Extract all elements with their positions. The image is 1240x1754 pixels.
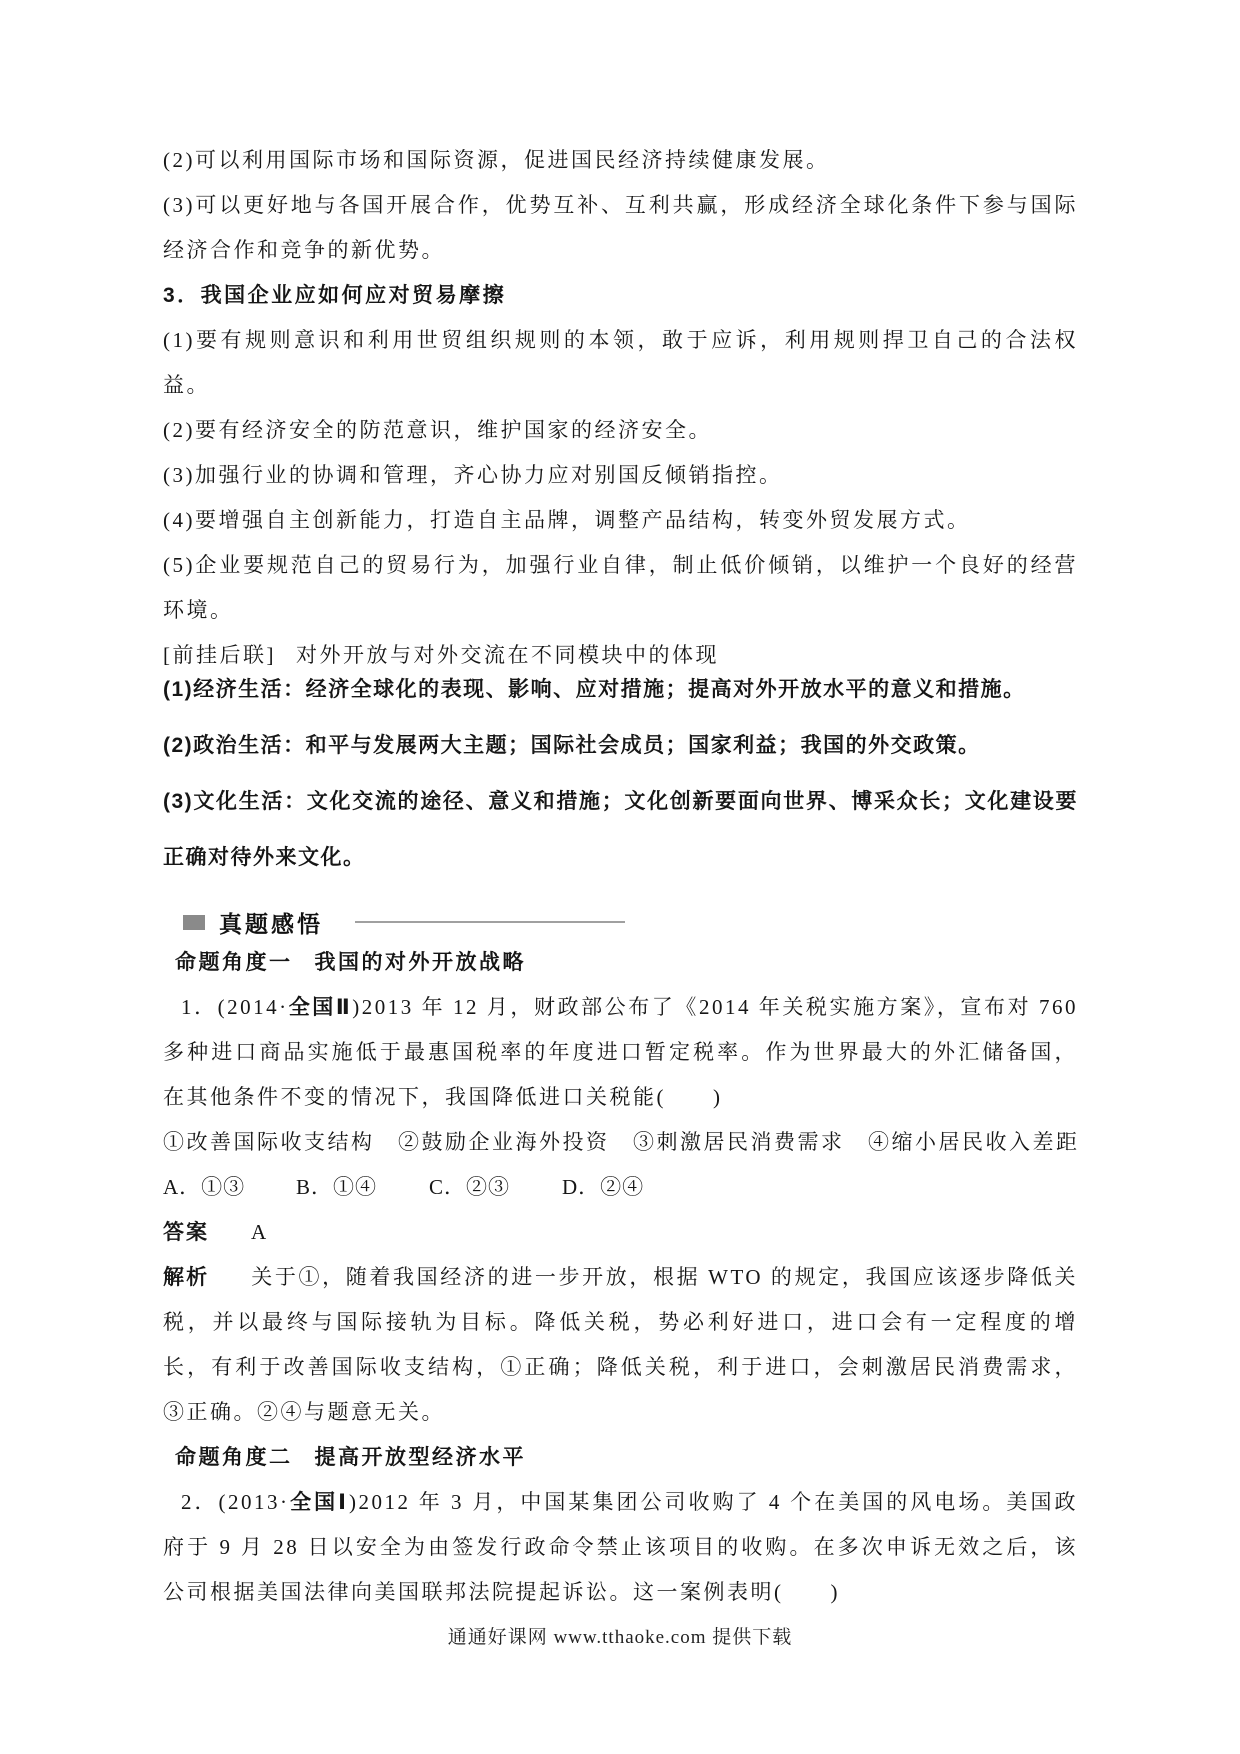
module-line-culture: (3)文化生活：文化交流的途径、意义和措施；文化创新要面向世界、博采众长；文化建设要正确对待外来文化。 [163, 790, 1078, 869]
question-2-text [163, 1480, 1078, 1615]
option-d: D．②④ [562, 1175, 645, 1199]
option-c: C．②③ [429, 1175, 511, 1199]
option-a: A．①③ [163, 1175, 246, 1199]
question-2-source: 全国Ⅰ [289, 1491, 349, 1514]
option-b: B．①④ [296, 1175, 378, 1199]
answer-label: 答案 [163, 1221, 209, 1244]
page-footer: 通通好课网 www.tthaoke.com 提供下载 [447, 1627, 793, 1648]
question-1-body: )2013 年 12 月，财政部公布了《2014 年关税实施方案》，宣布对 760 多种进口商品实施低于最惠国税率的年度进口暂定税率。作为世界最大的外汇储备国，在其他条件不变的情况下，我国降低进口关税能( ) [163, 995, 1078, 1109]
section-bullet-square-icon [183, 915, 205, 930]
angle-1-label: 命题角度一 [175, 951, 293, 974]
exam-section-title: 真题感悟 [219, 910, 323, 937]
measure-item: (2)要有经济安全的防范意识，维护国家的经济安全。 [163, 418, 712, 442]
link-title: 对外开放与对外交流在不同模块中的体现 [296, 643, 719, 667]
analysis-label: 解析 [163, 1266, 210, 1289]
module-line-politics: (2)政治生活：和平与发展两大主题；国际社会成员；国家利益；我国的外交政策。 [163, 734, 981, 757]
analysis-text: 关于①，随着我国经济的进一步开放，根据 WTO 的规定，我国应该逐步降低关税，并以最终与国际接轨为目标。降低关税，势必利好进口，进口会有一定程度的增长，有利于改善国际收支结构，①正确；降低关税，利于进口，会刺激居民消费需求，③正确。②④与题意无关。 [163, 1265, 1078, 1424]
question-1-source: 全国Ⅱ [288, 996, 353, 1019]
measure-item: (4)要增强自主创新能力，打造自主品牌，调整产品结构，转变外贸发展方式。 [163, 508, 971, 532]
angle-heading-2 [163, 1435, 1078, 1480]
measure-item: (5)企业要规范自己的贸易行为，加强行业自律，制止低价倾销，以维护一个良好的经营环境。 [163, 553, 1078, 622]
angle-1-title: 我国的对外开放战略 [314, 951, 526, 974]
link-bracket-label: [前挂后联] [163, 643, 276, 667]
section-header-rule [355, 921, 625, 923]
question-1-number: 1．(2014· [181, 995, 289, 1019]
answer-line [163, 1210, 1078, 1255]
module-line-economy: (1)经济生活：经济全球化的表现、影响、应对措施；提高对外开放水平的意义和措施。 [163, 678, 1026, 701]
answer-value: A [251, 1220, 269, 1244]
analysis-paragraph [163, 1255, 1078, 1435]
angle-2-title: 提高开放型经济水平 [314, 1446, 526, 1469]
question-2-body: )2012 年 3 月，中国某集团公司收购了 4 个在美国的风电场。美国政府于 9 月 28 日以安全为由签发行政命令禁止该项目的收购。在多次申诉无效之后，该公司根据美国法律向美国联邦法院提起诉讼。这一案例表明( ) [163, 1490, 1078, 1604]
question-2-number: 2．(2013· [181, 1490, 290, 1514]
measure-item: (3)加强行业的协调和管理，齐心协力应对别国反倾销指控。 [163, 463, 783, 487]
angle-heading-1 [163, 940, 1078, 985]
module-list [163, 662, 1078, 886]
trade-friction-heading: 3．我国企业应如何应对贸易摩擦 [163, 284, 507, 307]
question-1-options-row [163, 1165, 1078, 1210]
document-body [163, 138, 1078, 1615]
question-1-text [163, 985, 1078, 1120]
exam-section-header [163, 904, 1078, 940]
knowledge-point-line: (2)可以利用国际市场和国际资源，促进国民经济持续健康发展。 [163, 148, 830, 172]
knowledge-point-line: (3)可以更好地与各国开展合作，优势互补、互利共赢，形成经济全球化条件下参与国际经济合作和竞争的新优势。 [163, 193, 1078, 262]
measure-item: (1)要有规则意识和利用世贸组织规则的本领，敢于应诉，利用规则捍卫自己的合法权益。 [163, 328, 1078, 397]
angle-2-label: 命题角度二 [175, 1446, 293, 1469]
question-1-choices-line: ①改善国际收支结构 ②鼓励企业海外投资 ③刺激居民消费需求 ④缩小居民收入差距 [163, 1130, 1080, 1154]
